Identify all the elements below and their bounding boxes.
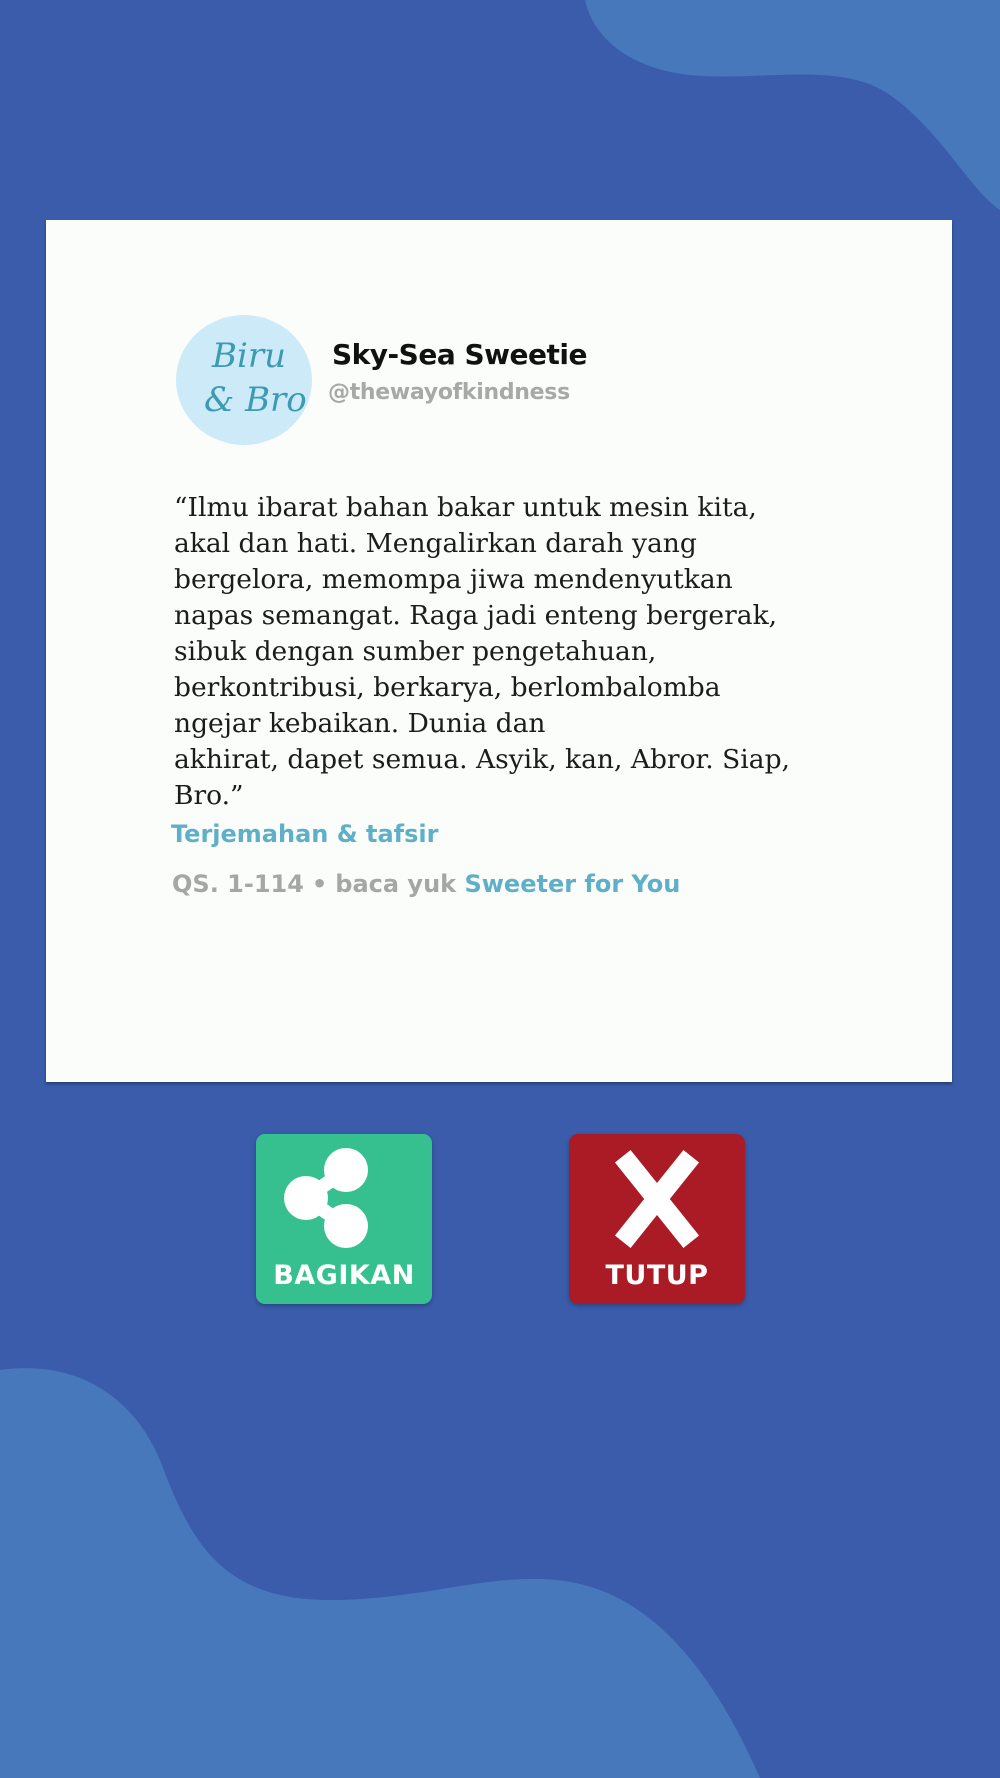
share-label: BAGIKAN xyxy=(273,1260,415,1291)
profile-name: Sky-Sea Sweetie xyxy=(332,338,587,371)
separator-dot: • xyxy=(311,870,328,898)
top-right-wave xyxy=(585,0,1000,210)
sweeter-for-you-link[interactable]: Sweeter for You xyxy=(464,870,681,898)
qs-link[interactable]: QS. 1-114 xyxy=(172,870,304,898)
quote-card xyxy=(46,220,952,1082)
baca-yuk-link[interactable]: baca yuk xyxy=(335,870,457,898)
biru-bro-logo xyxy=(176,315,312,445)
bottom-left-wave xyxy=(0,1368,760,1778)
footer-links xyxy=(172,870,680,898)
profile-handle: @thewayofkindness xyxy=(328,380,570,405)
logo-text-line2: & Bro xyxy=(204,380,307,420)
share-button[interactable] xyxy=(256,1134,432,1304)
close-button[interactable] xyxy=(569,1134,745,1304)
quote-text: “Ilmu ibarat bahan bakar untuk mesin kita, akal dan hati. Mengalirkan darah yang bergelora, memompa jiwa mendenyutkan napas semangat. Raga jadi enteng bergerak, sibuk dengan sumber pengetahuan, berkontribusi, berkarya, berlombalomba ngejar kebaikan. Dunia dan akhirat, dapet semua. Asyik, kan, Abror. Siap, Bro.” xyxy=(174,492,790,811)
share-icon xyxy=(256,1134,432,1264)
avatar xyxy=(176,315,312,445)
close-icon xyxy=(569,1134,745,1264)
logo-text-line1: Biru xyxy=(212,336,287,376)
close-label: TUTUP xyxy=(605,1260,709,1291)
terjemahan-link[interactable]: Terjemahan & tafsir xyxy=(171,820,439,848)
